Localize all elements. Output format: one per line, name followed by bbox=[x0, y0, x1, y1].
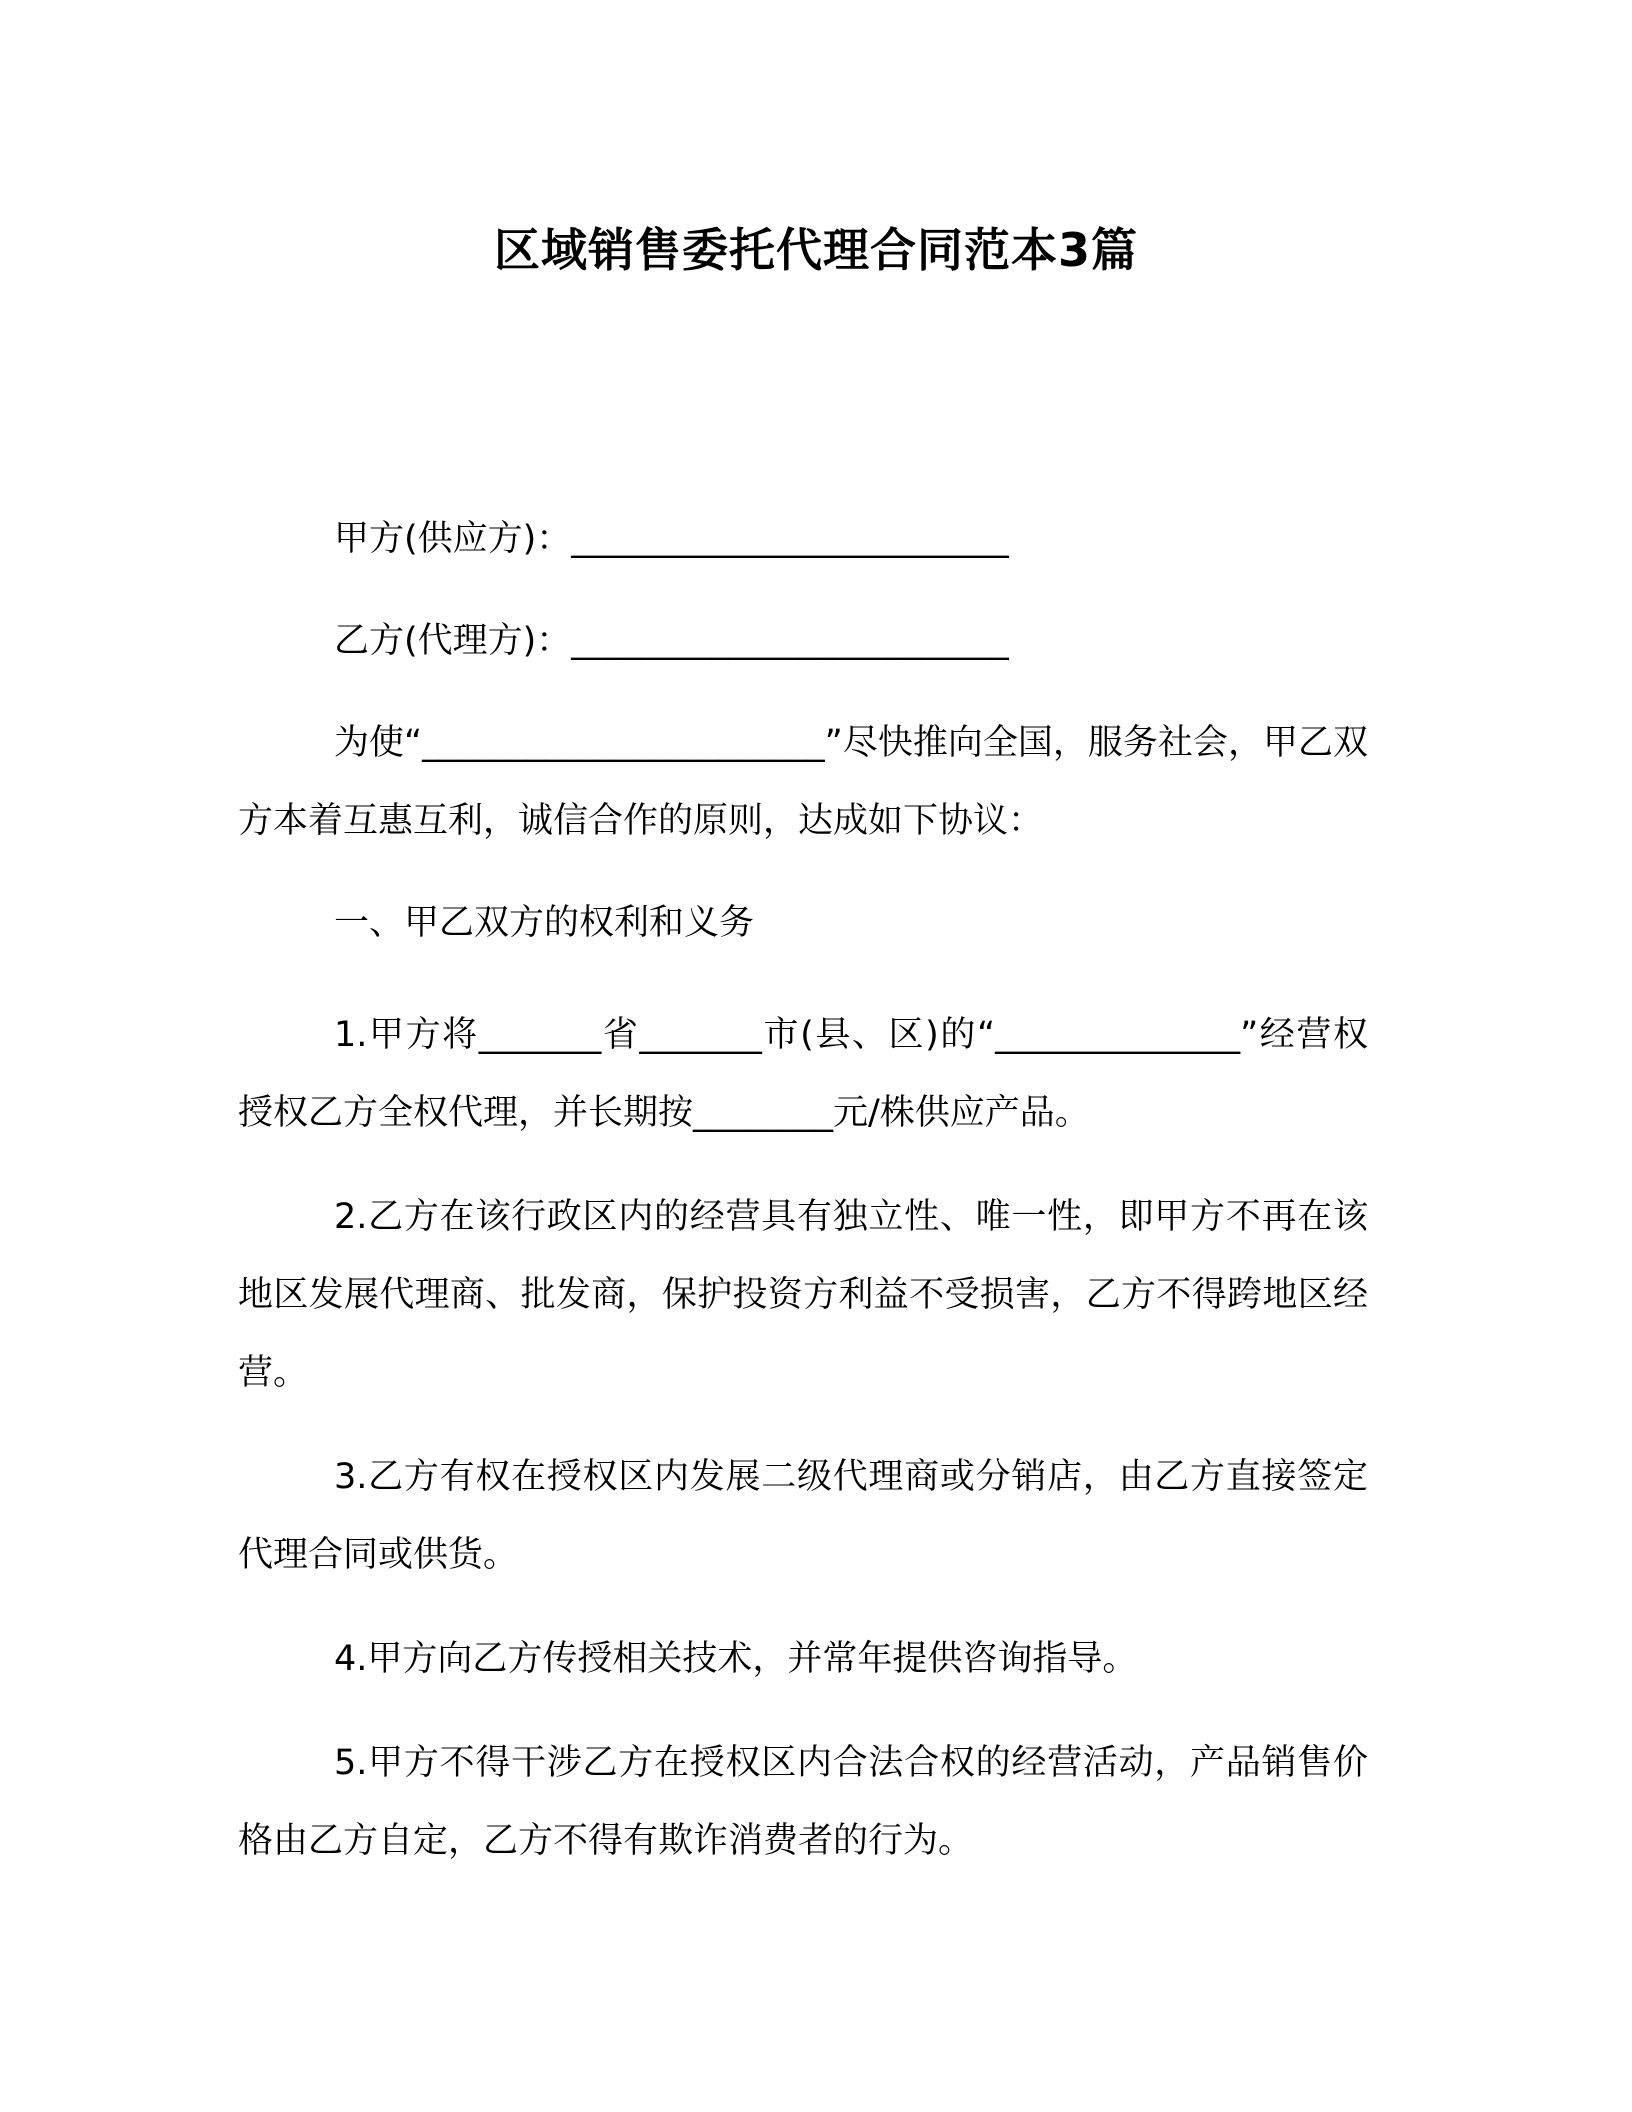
clause-2: 2.乙方在该行政区内的经营具有独立性、唯一性，即甲方不再在该地区发展代理商、批发商，保护投资方利益不受损害，乙方不得跨地区经营。 bbox=[238, 1197, 1368, 1393]
party-b-field: 乙方(代理方)：_________________________ bbox=[334, 621, 1009, 661]
section-heading: 一、甲乙双方的权利和义务 bbox=[334, 903, 755, 943]
clause-4: 4.甲方向乙方传授相关技术，并常年提供咨询指导。 bbox=[334, 1639, 1138, 1679]
intro-paragraph: 为使“_______________________”尽快推向全国，服务社会，甲乙双方本着互惠互利，诚信合作的原则，达成如下协议： bbox=[238, 723, 1368, 841]
party-a-field: 甲方(供应方)：_________________________ bbox=[334, 519, 1009, 559]
clause-5: 5.甲方不得干涉乙方在授权区内合法合权的经营活动，产品销售价格由乙方自定，乙方不得有欺诈消费者的行为。 bbox=[238, 1743, 1368, 1861]
clause-3: 3.乙方有权在授权区内发展二级代理商或分销店，由乙方直接签定代理合同或供货。 bbox=[238, 1457, 1368, 1575]
document-title: 区域销售委托代理合同范本3篇 bbox=[493, 223, 1138, 277]
clause-1: 1.甲方将_______省_______市(县、区)的“______________”经营权授权乙方全权代理，并长期按________元/株供应产品。 bbox=[238, 1015, 1368, 1133]
document-body bbox=[238, 500, 1368, 1906]
